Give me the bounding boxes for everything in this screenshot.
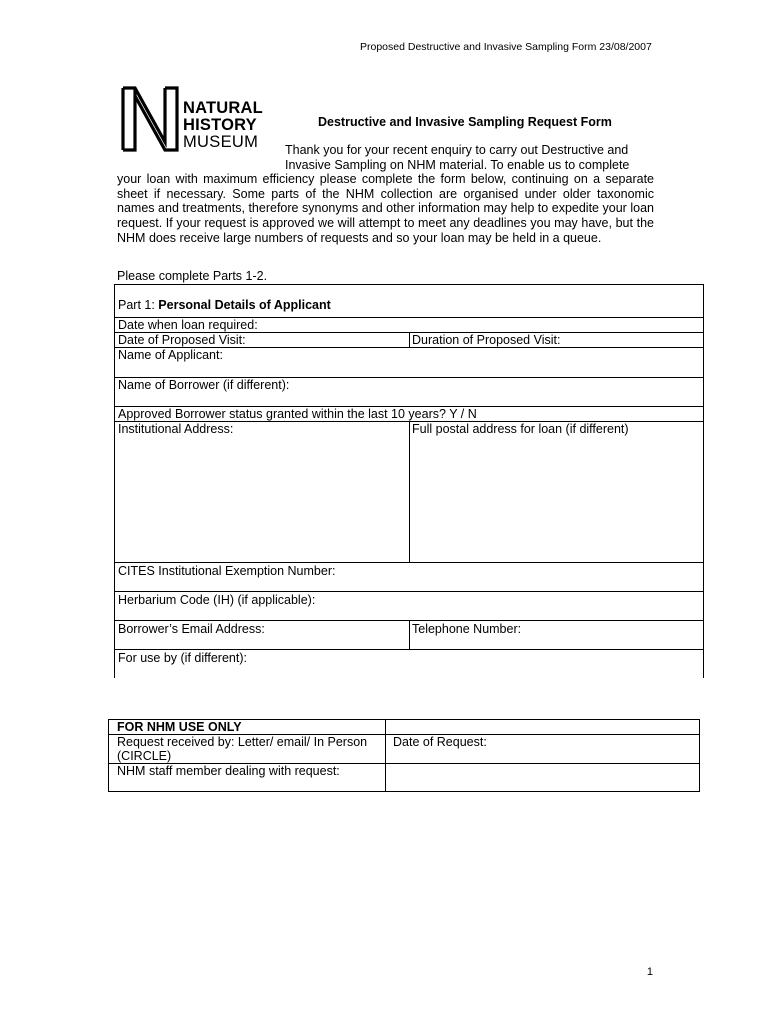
staff-member-field[interactable]: NHM staff member dealing with request: [117,764,340,778]
institutional-address-field[interactable]: Institutional Address: [118,422,234,436]
logo-line-natural: NATURAL [183,99,263,117]
logo-line-history: HISTORY [183,116,257,134]
form-title: Destructive and Invasive Sampling Request Form [318,115,612,129]
part1-heading [116,298,331,312]
part1-prefix: Part 1: [118,298,159,312]
nhm-use-table [108,719,700,791]
circle-instruction: (CIRCLE) [117,749,172,763]
for-use-by-field[interactable]: For use by (if different): [118,651,247,665]
proposed-visit-date-field[interactable]: Date of Proposed Visit: [118,333,246,347]
borrower-name-field[interactable]: Name of Borrower (if different): [118,378,290,392]
postal-address-field[interactable]: Full postal address for loan (if different) [412,422,629,436]
borrower-email-field[interactable]: Borrower’s Email Address: [118,622,265,636]
logo-line-museum: MUSEUM [183,133,259,151]
intro-line-1: Thank you for your recent enquiry to carry out Destructive and [285,143,629,157]
date-of-request-field[interactable]: Date of Request: [393,735,487,749]
visit-duration-field[interactable]: Duration of Proposed Visit: [412,333,561,347]
applicant-name-field[interactable]: Name of Applicant: [118,348,223,362]
request-received-field[interactable]: Request received by: Letter/ email/ In Person [117,735,368,749]
cites-number-field[interactable]: CITES Institutional Exemption Number: [118,564,336,578]
intro-line-2: Invasive Sampling on NHM material. To enable us to complete [285,157,630,172]
intro-rest: your loan with maximum efficiency please complete the form below, continuing on a separate sheet if necessary. Some parts of the NHM collection are organised under older taxonomic names and treatments, therefore synonyms and other information may help to expedite your loan request. If your request is approved we will attempt to meet any deadlines you may have, but the NHM does receive large numbers of requests and so your loan may be held in a queue. [117,172,654,245]
date-required-field[interactable]: Date when loan required: [118,318,258,332]
instruction-text: Please complete Parts 1-2. [117,269,268,283]
nhm-use-heading: FOR NHM USE ONLY [117,720,242,734]
running-header: Proposed Destructive and Invasive Sampling Form 23/08/2007 [360,41,652,53]
part1-table [114,284,704,678]
part1-title: Personal Details of Applicant [158,298,331,312]
herbarium-code-field[interactable]: Herbarium Code (IH) (if applicable): [118,593,316,607]
intro-paragraph [117,143,654,245]
page-number: 1 [646,966,653,978]
approved-status-field[interactable]: Approved Borrower status granted within the last 10 years? Y / N [118,407,477,421]
telephone-field[interactable]: Telephone Number: [412,622,522,636]
